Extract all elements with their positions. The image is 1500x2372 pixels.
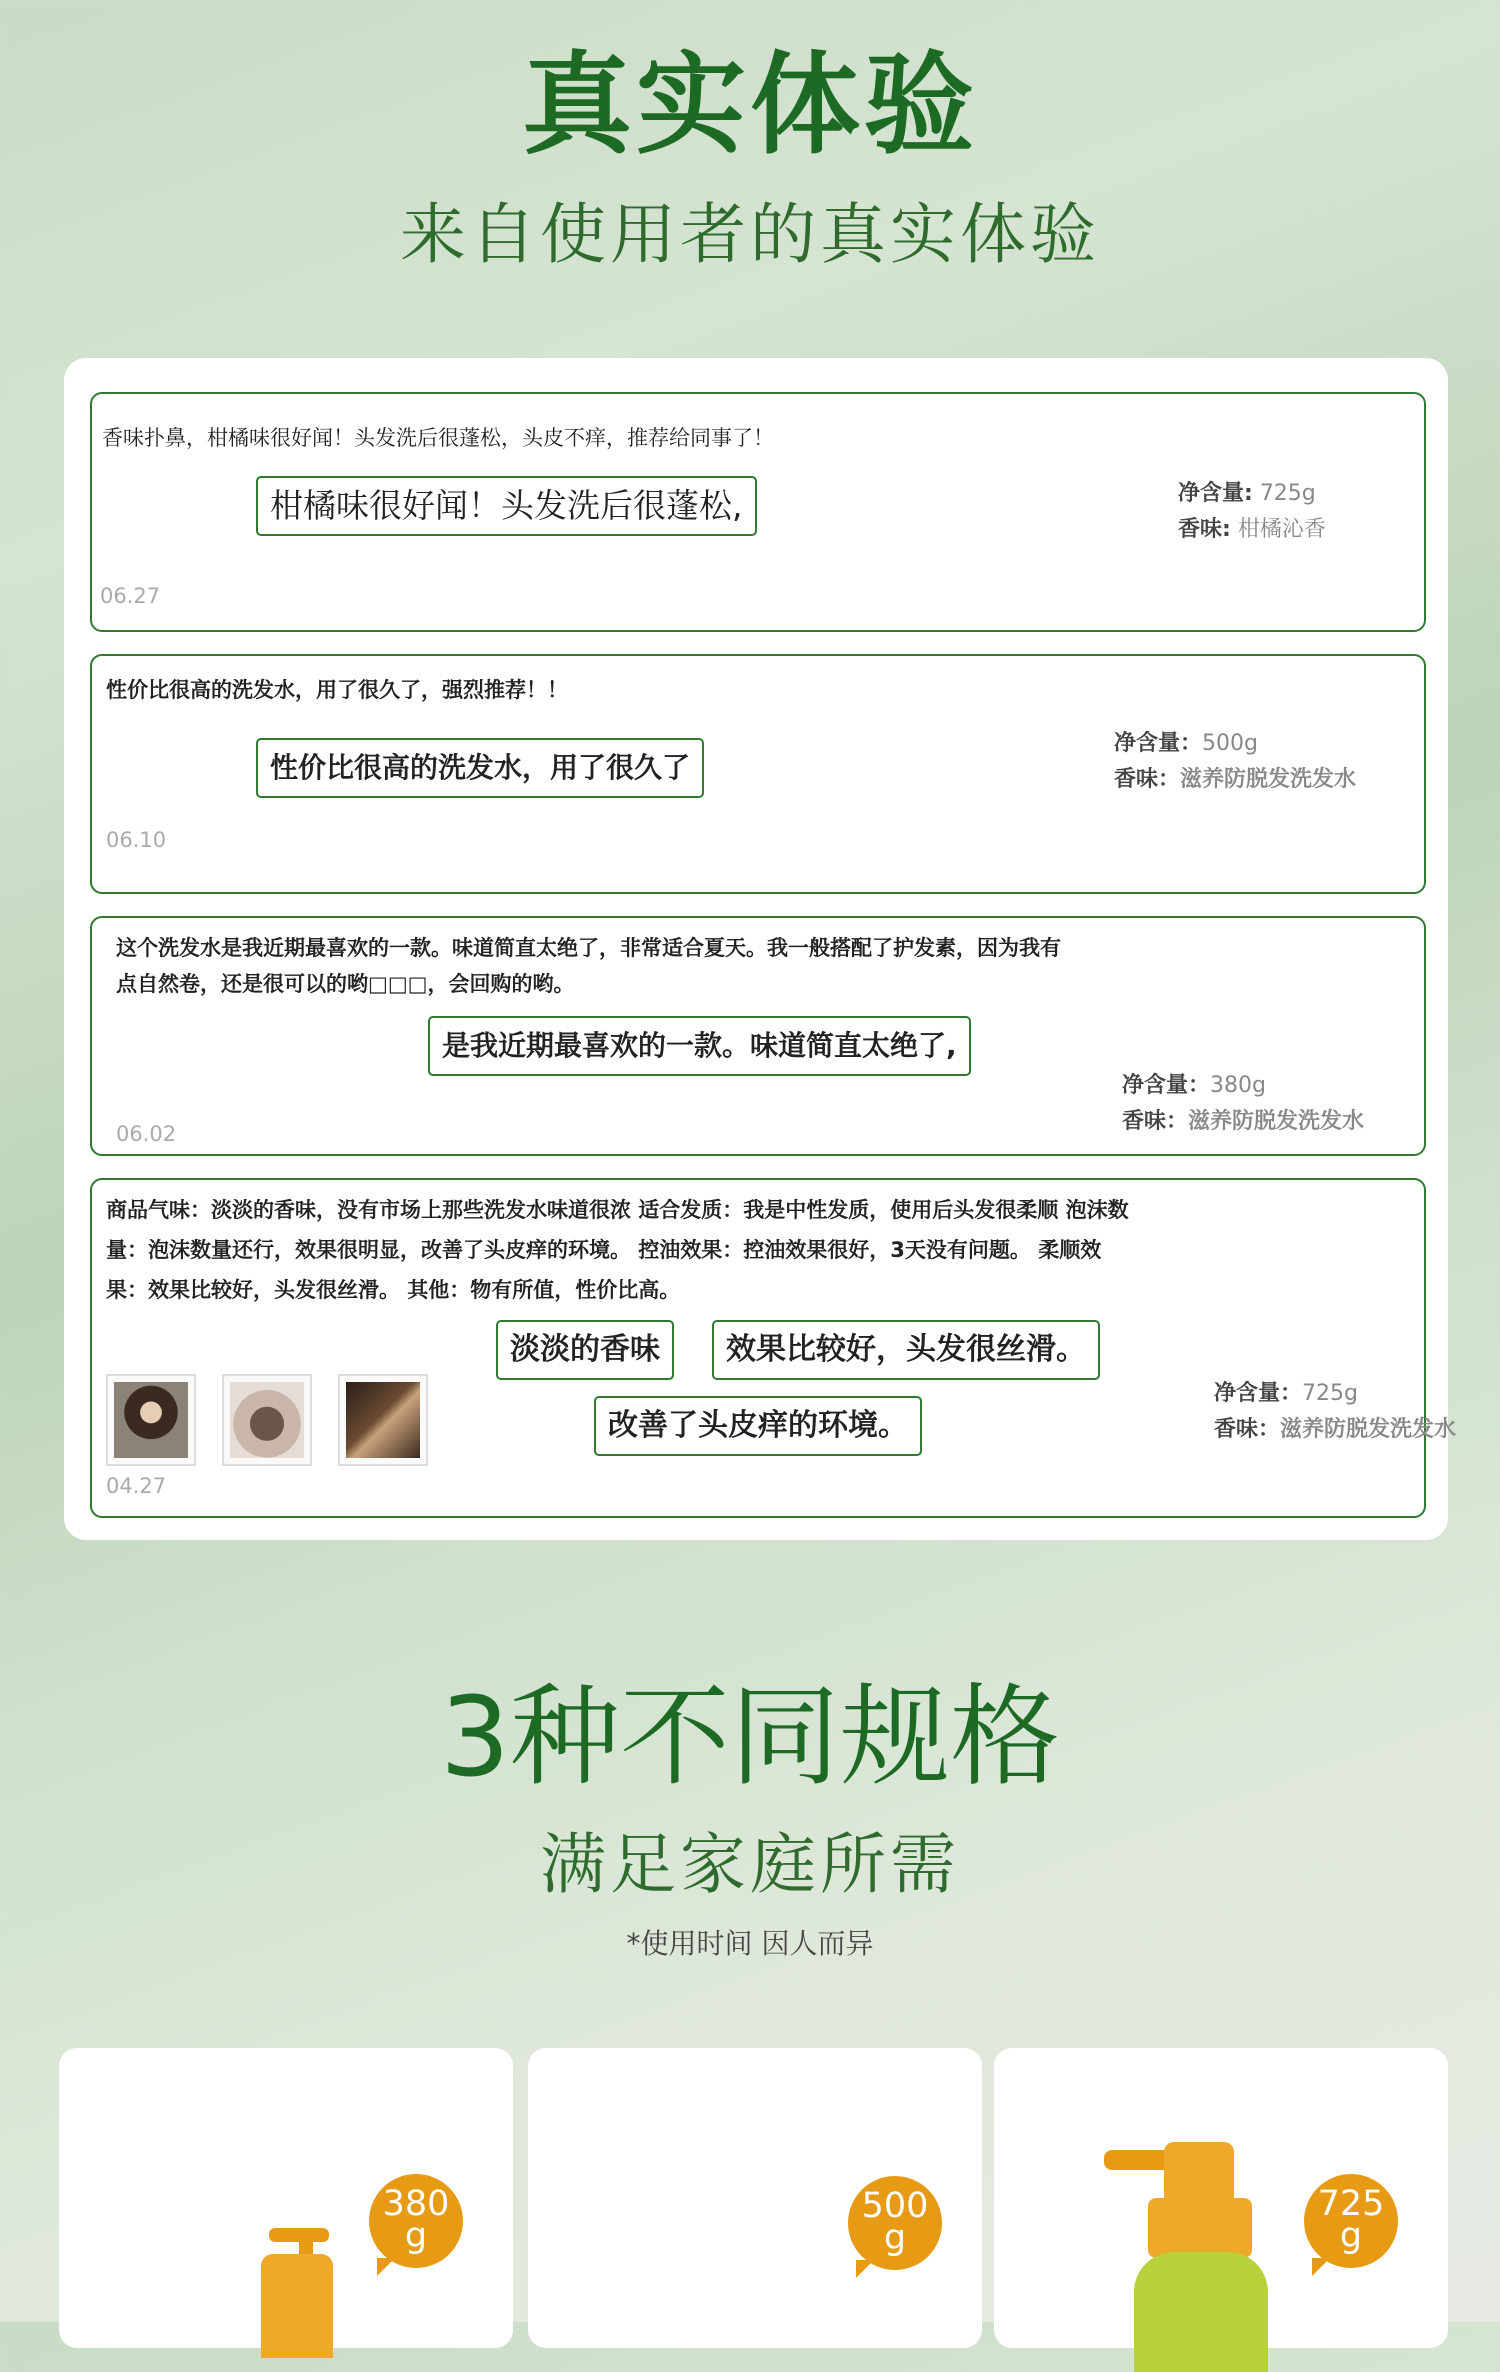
spec-volume-label: 净含量： (1122, 1073, 1211, 1098)
review-highlight: 改善了头皮痒的环境。 (594, 1396, 922, 1456)
review-highlight: 效果比较好，头发很丝滑。 (712, 1320, 1100, 1380)
review-photo[interactable] (106, 1374, 196, 1466)
review-text: 香味扑鼻，柑橘味很好闻！头发洗后很蓬松，头皮不痒，推荐给同事了！ (102, 426, 774, 450)
size-value: 725 (1317, 2184, 1385, 2224)
review-card (90, 916, 1426, 1156)
review-highlight: 性价比很高的洗发水，用了很久了 (256, 738, 704, 798)
spec-scent-value: 滋养防脱发洗发水 (1280, 1417, 1457, 1442)
spec-volume-value: 725g (1259, 481, 1316, 506)
specs-title: 3种不同规格 (440, 1673, 1060, 1801)
size-value: 380 (382, 2184, 450, 2224)
product-card[interactable] (994, 2048, 1448, 2348)
spec-scent-label: 香味： (1114, 767, 1181, 792)
reviews-title: 真实体验 (522, 41, 978, 169)
review-date: 06.10 (106, 828, 167, 852)
review-spec (1114, 726, 1356, 798)
review-text: 性价比很高的洗发水，用了很久了，强烈推荐！！ (106, 678, 568, 702)
product-card[interactable] (528, 2048, 982, 2348)
size-unit: g (1339, 2216, 1363, 2256)
review-date: 04.27 (106, 1474, 167, 1498)
spec-scent-value: 滋养防脱发洗发水 (1188, 1109, 1365, 1134)
bottle-icon (199, 2228, 359, 2358)
reviews-subtitle: 来自使用者的真实体验 (400, 196, 1100, 273)
spec-volume-value: 725g (1302, 1381, 1358, 1406)
review-highlight: 淡淡的香味 (496, 1320, 674, 1380)
size-badge (848, 2176, 942, 2270)
spec-scent-label: 香味: (1178, 517, 1231, 542)
review-text: 商品气味：淡淡的香味，没有市场上那些洗发水味道很浓 适合发质：我是中性发质，使用后头发很柔顺 泡沫数量：泡沫数量还行，效果很明显，改善了头皮痒的环境。 控油效果：控油效果很好，3天没有问题。 柔顺效果：效果比较好，头发很丝滑。 其他：物有所值，性价比高。 (106, 1198, 1129, 1302)
review-spec (1122, 1068, 1364, 1140)
size-unit: g (883, 2218, 907, 2258)
size-value: 500 (861, 2186, 929, 2226)
spec-scent-value: 柑橘沁香 (1237, 517, 1326, 542)
specs-note: *使用时间 因人而异 (626, 1927, 874, 1960)
review-date: 06.27 (100, 584, 161, 608)
review-card (90, 1178, 1457, 1518)
review-spec (1178, 476, 1326, 548)
review-photo[interactable] (222, 1374, 312, 1466)
spec-scent-label: 香味： (1122, 1109, 1189, 1134)
spec-volume-label: 净含量： (1214, 1381, 1303, 1406)
spec-scent-value: 滋养防脱发洗发水 (1180, 767, 1357, 792)
spec-volume-label: 净含量: (1178, 481, 1253, 506)
size-unit: g (404, 2216, 428, 2256)
review-spec (1214, 1376, 1456, 1448)
spec-volume-label: 净含量： (1114, 731, 1203, 756)
size-badge (369, 2174, 463, 2268)
review-highlight: 柑橘味很好闻！头发洗后很蓬松, (256, 476, 757, 536)
spec-volume-value: 380g (1210, 1073, 1266, 1098)
review-text: 这个洗发水是我近期最喜欢的一款。味道简直太绝了，非常适合夏天。我一般搭配了护发素，因为我有点自然卷，还是很可以的哟□□□，会回购的哟。 (116, 936, 1061, 996)
reviews-panel (64, 358, 1457, 1540)
review-card (90, 392, 1426, 632)
review-date: 06.02 (116, 1122, 177, 1146)
review-highlight: 是我近期最喜欢的一款。味道简直太绝了, (428, 1016, 971, 1076)
specs-subtitle: 满足家庭所需 (540, 1826, 960, 1903)
spec-scent-label: 香味： (1214, 1417, 1281, 1442)
product-card[interactable] (59, 2048, 513, 2348)
bottle-icon (1104, 2142, 1304, 2362)
review-photo[interactable] (338, 1374, 428, 1466)
review-card (90, 654, 1426, 894)
size-badge (1304, 2174, 1398, 2268)
spec-volume-value: 500g (1202, 731, 1258, 756)
